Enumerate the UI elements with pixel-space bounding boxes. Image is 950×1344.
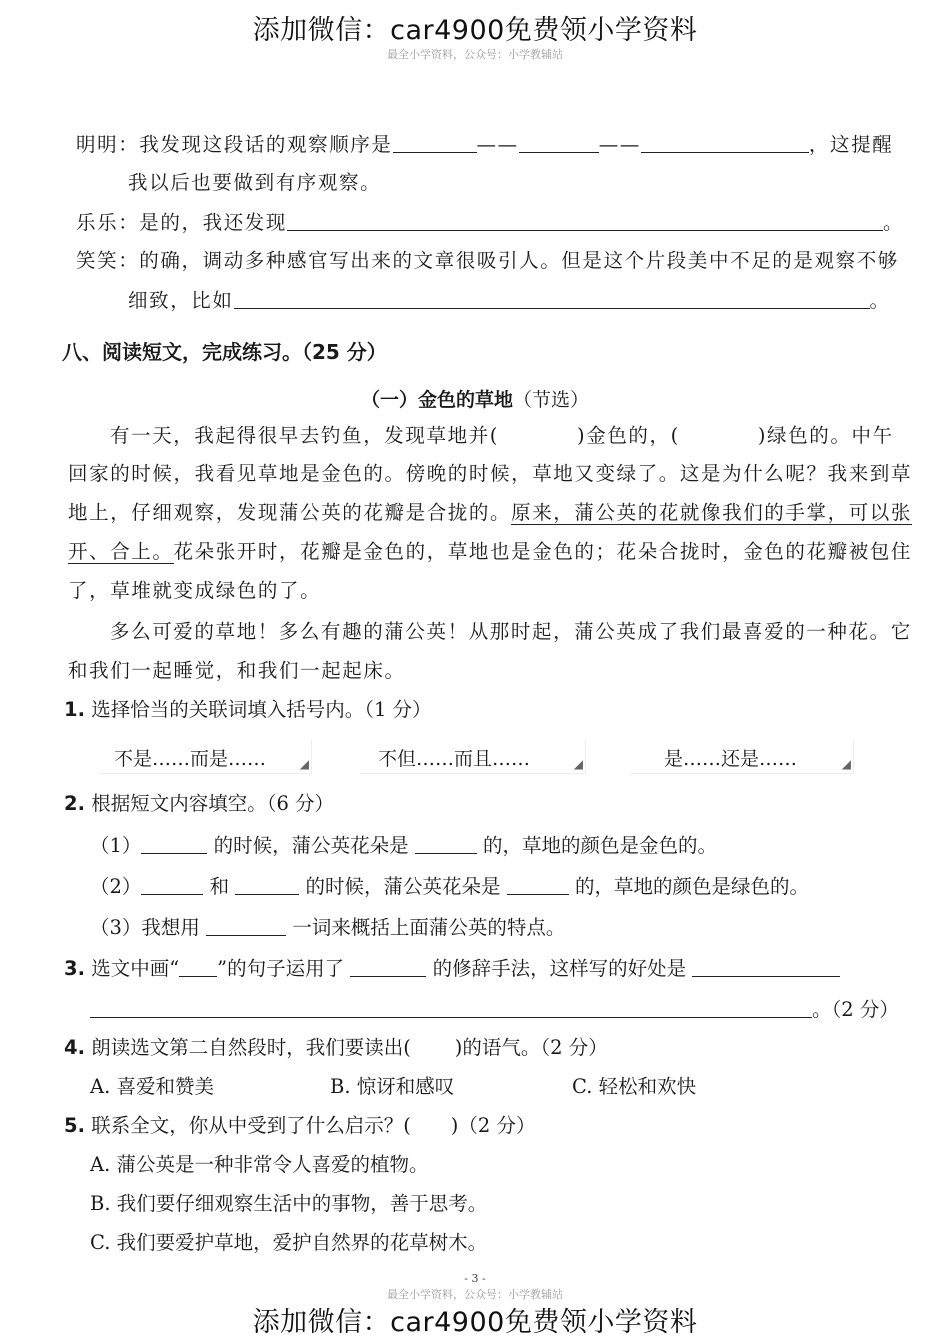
q2-s1c: 的，草地的颜色是金色的。 <box>483 834 718 857</box>
corner-mark-icon: ◢ <box>573 757 583 771</box>
q1-text: 选择恰当的关联词填入括号内。（1 分） <box>91 698 432 721</box>
q4-text: 朗读选文第二自然段时，我们要读出( <box>91 1036 411 1059</box>
q2-s3a: （3）我想用 <box>90 916 200 939</box>
blank-q2-6[interactable] <box>206 917 286 936</box>
q5-text: 联系全文，你从中受到了什么启示？( <box>91 1114 411 1137</box>
passage-line-7: 和我们一起睡觉，和我们一起起床。 <box>68 659 406 682</box>
xiaoxiao-text: 细致，比如 <box>128 289 234 312</box>
question-1 <box>64 700 432 720</box>
blank-q2-2[interactable] <box>415 835 477 854</box>
q2-text: 根据短文内容填空。（6 分） <box>91 792 335 815</box>
underlined-sentence-part2: 开、合上。 <box>68 540 174 563</box>
q3-a: 选文中画“ <box>91 957 180 980</box>
dialogue-mingming-line1 <box>76 134 893 155</box>
q3-end: 。（2 分） <box>812 998 899 1021</box>
passage-line-6: 多么可爱的草地！多么有趣的蒲公英！从那时起，蒲公英成了我们最喜爱的一种花。它 <box>110 620 912 643</box>
option-card-1-label: 不是……而是…… <box>114 748 267 770</box>
p1-l1b: )金色的，( <box>577 424 680 447</box>
q2-s2b: 和 <box>209 875 230 898</box>
q4-number: 4. <box>64 1036 85 1059</box>
option-card-2[interactable] <box>360 740 586 774</box>
q1-number: 1. <box>64 698 85 721</box>
header-faint-text: 最全小学资料，公众号：小学教辅站 <box>387 48 563 61</box>
blank-lele[interactable] <box>287 212 883 231</box>
q2-s2a: （2） <box>90 875 142 898</box>
option-card-3-label: 是……还是…… <box>664 748 798 770</box>
blank-q2-1[interactable] <box>141 835 207 854</box>
blank-q3-2[interactable] <box>692 958 840 977</box>
q3-line-2 <box>90 999 899 1020</box>
mingming-text: 明明：我发现这段话的观察顺序是 <box>76 133 393 156</box>
q2-s1b: 的时候，蒲公英花朵是 <box>213 834 409 857</box>
period: 。 <box>883 211 905 234</box>
option-card-1[interactable] <box>98 740 312 774</box>
question-2 <box>64 794 334 814</box>
passage-line-1 <box>110 426 894 446</box>
question-4 <box>64 1038 608 1058</box>
q5-option-c[interactable]: C. 我们要爱护草地，爱护自然界的花草树木。 <box>90 1231 488 1254</box>
corner-mark-icon: ◢ <box>841 757 851 771</box>
underlined-sentence-part1: 原来，蒲公英的花就像我们的手掌，可以张 <box>511 501 913 524</box>
blank-q2-4[interactable] <box>235 876 299 895</box>
q2-sub-1 <box>90 835 717 856</box>
dash: —— <box>598 133 641 156</box>
p1-l1a: 有一天，我起得很早去钓鱼，发现草地并( <box>110 424 500 447</box>
passage-title-text: （一）金色的草地 <box>360 389 513 411</box>
blank-order-1[interactable] <box>393 134 477 153</box>
q2-s2c: 的时候，蒲公英花朵是 <box>305 875 501 898</box>
passage-line-2: 回家的时候，我看见草地是金色的。傍晚的时候，草地又变绿了。这是为什么呢？我来到草 <box>68 462 913 485</box>
blank-q2-5[interactable] <box>507 876 569 895</box>
dialogue-xiaoxiao-line2 <box>128 290 891 311</box>
q5-text2: )（2 分） <box>450 1114 536 1137</box>
period: 。 <box>869 289 891 312</box>
q5-option-b[interactable]: B. 我们要仔细观察生活中的事物，善于思考。 <box>90 1192 488 1215</box>
option-card-2-label: 不但……而且…… <box>378 748 531 770</box>
q4-option-a[interactable]: A. 喜爱和赞美 <box>90 1075 214 1098</box>
q3-number: 3. <box>64 957 85 980</box>
dash: —— <box>476 133 519 156</box>
passage-title-note: （节选） <box>513 389 590 411</box>
underline-sample <box>179 958 217 977</box>
question-5 <box>64 1116 536 1136</box>
passage-line-3 <box>68 503 912 523</box>
blank-q2-3[interactable] <box>141 876 203 895</box>
q2-s2d: 的，草地的颜色是绿色的。 <box>574 875 809 898</box>
p1-l3a: 地上，仔细观察，发现蒲公英的花瓣是合拢的。 <box>68 501 512 524</box>
q2-number: 2. <box>64 792 85 815</box>
q5-number: 5. <box>64 1114 85 1137</box>
dialogue-mingming-line2: 我以后也要做到有序观察。 <box>128 171 382 194</box>
passage-title <box>0 385 950 412</box>
page-number: - 3 - <box>464 1272 486 1285</box>
q4-text2: )的语气。（2 分） <box>454 1036 608 1059</box>
lele-text: 乐乐：是的，我还发现 <box>76 211 288 234</box>
option-card-3[interactable] <box>630 740 854 774</box>
q3-b: ”的句子运用了 <box>217 957 345 980</box>
p1-l1c: )绿色的。中午 <box>757 424 894 447</box>
passage-line-5: 了，草堆就变成绿色的了。 <box>68 579 322 602</box>
q2-sub-2 <box>90 876 809 897</box>
q5-option-a[interactable]: A. 蒲公英是一种非常令人喜爱的植物。 <box>90 1153 429 1176</box>
q4-option-b[interactable]: B. 惊讶和感叹 <box>330 1075 455 1098</box>
q4-option-c[interactable]: C. 轻松和欢快 <box>572 1075 697 1098</box>
blank-xiaoxiao[interactable] <box>234 290 870 309</box>
q3-c: 的修辞手法，这样写的好处是 <box>432 957 687 980</box>
q2-sub-3 <box>90 917 565 938</box>
q2-s3b: 一词来概括上面蒲公英的特点。 <box>292 916 566 939</box>
blank-order-2[interactable] <box>519 134 599 153</box>
q2-s1a: （1） <box>90 834 142 857</box>
blank-q3-3[interactable] <box>90 999 812 1018</box>
footer-faint-text: 最全小学资料，公众号：小学教辅站 <box>387 1288 563 1301</box>
blank-order-3[interactable] <box>641 134 809 153</box>
bottom-banner: 添加微信：car4900免费领小学资料 <box>252 1307 698 1338</box>
corner-mark-icon: ◢ <box>299 757 309 771</box>
top-banner: 添加微信：car4900免费领小学资料 <box>252 15 698 46</box>
section-title: 八、阅读短文，完成练习。（25 分） <box>62 340 387 364</box>
question-3 <box>64 958 840 979</box>
dialogue-xiaoxiao-line1: 笑笑：的确，调动多种感官写出来的文章很吸引人。但是这个片段美中不足的是观察不够 <box>76 249 899 272</box>
p1-l4b: 花朵张开时，花瓣是金色的，草地也是金色的；花朵合拢时，金色的花瓣被包住 <box>173 540 913 563</box>
passage-line-4 <box>68 542 912 562</box>
blank-q3-1[interactable] <box>350 958 426 977</box>
mingming-end: ，这提醒 <box>808 133 894 156</box>
dialogue-lele <box>76 212 904 233</box>
